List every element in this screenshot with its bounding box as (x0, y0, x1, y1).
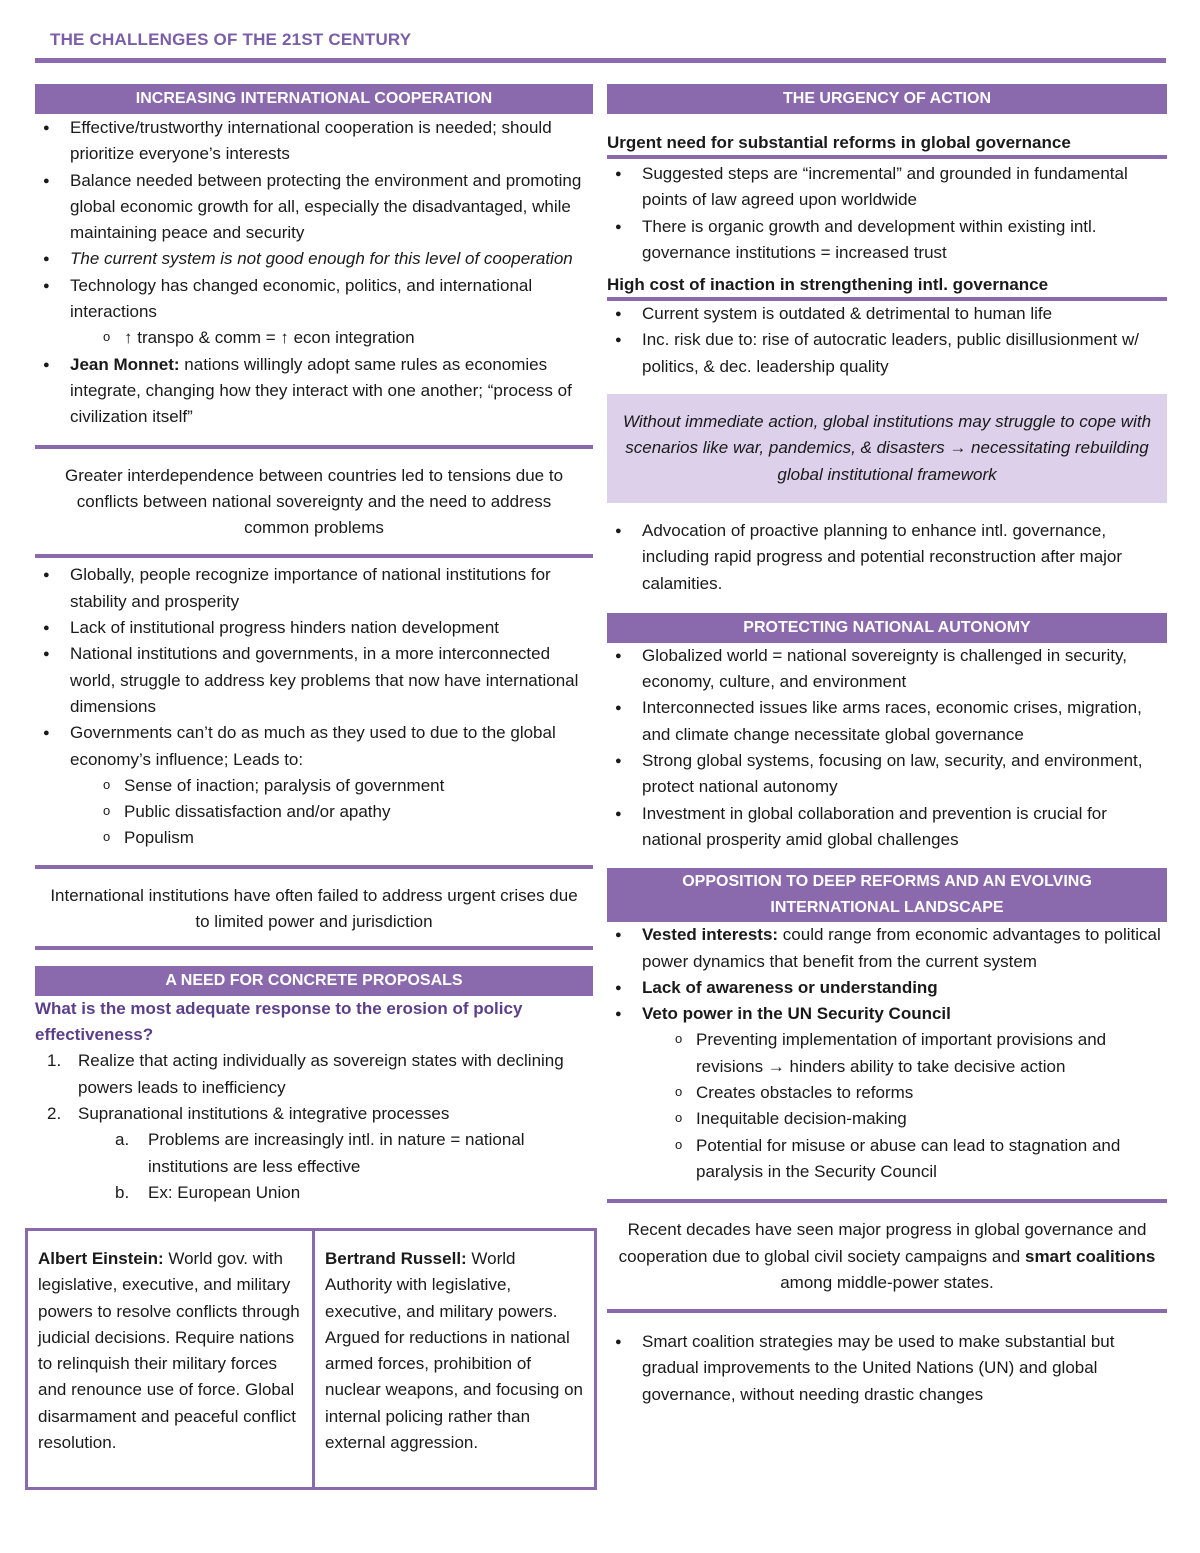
italic-text: The current system is not good enough for this level of cooperation (70, 249, 573, 269)
list-item-text: Technology has changed economic, politics, and international interactions (70, 275, 533, 322)
russell-text: World Authority with legislative, executive, and military powers. Argued for reductions in national armed forces, prohibition of nuclear weapons, and focusing on internal policing rather than external aggression. (325, 1249, 584, 1453)
numbered-item-text: Supranational institutions & integrative processes (78, 1103, 450, 1123)
lettered-list (78, 1127, 593, 1206)
einstein-name: Albert Einstein: (38, 1249, 164, 1268)
list-item: ● Balance needed between protecting the environment and promoting global economic growth for all, especially the disadvantaged, while maintaining peace and security (35, 168, 593, 247)
cooperation-list (35, 115, 593, 431)
lettered-item-text: Problems are increasingly intl. in nature = national institutions are less effective (148, 1130, 525, 1176)
list-item: ● National institutions and governments, in a more interconnected world, struggle to address key problems that now have international dimensions (35, 641, 593, 720)
sub-list-item: o ↑ transpo & comm = ↑ econ integration (35, 325, 593, 351)
list-item: ● Globally, people recognize importance of national institutions for stability and prosperity (35, 562, 593, 615)
list-item (35, 720, 593, 851)
item-letter: a. (115, 1130, 130, 1150)
list-item (35, 246, 593, 272)
inaction-list (607, 301, 1167, 380)
list-item: ● Investment in global collaboration and prevention is crucial for national prosperity amid global challenges (607, 801, 1167, 854)
autonomy-list (607, 643, 1167, 853)
sub-list-item: o Preventing implementation of important provisions and revisions → hinders ability to take decisive action (607, 1027, 1167, 1080)
list-item: ● Suggested steps are “incremental” and grounded in fundamental points of law agreed upon worldwide (607, 161, 1167, 214)
list-item-text: could range from economic advantages to political power dynamics that benefit from the current system (642, 925, 1161, 971)
sub-list-item: o Inequitable decision-making (607, 1106, 1167, 1132)
russell-name: Bertrand Russell: (325, 1249, 467, 1268)
subheading-cost-of-inaction: High cost of inaction in strengthening intl. governance (607, 275, 1049, 295)
list-item: ● Effective/trustworthy international cooperation is needed; should prioritize everyone’s interests (35, 115, 593, 168)
divider (35, 946, 593, 950)
callout-text: Recent decades have seen major progress in global governance and cooperation due to global civil society campaigns and (618, 1220, 1147, 1266)
sub-list-item: o Creates obstacles to reforms (607, 1080, 1167, 1106)
proactive-planning-list (607, 518, 1167, 597)
numbered-item (35, 1101, 593, 1206)
list-item: ● Interconnected issues like arms races, economic crises, migration, and climate change necessitate global governance (607, 695, 1167, 748)
lettered-item (35, 1180, 593, 1206)
list-item: ● Globalized world = national sovereignty is challenged in security, economy, culture, and environment (607, 643, 1167, 696)
list-item: ● Advocation of proactive planning to enhance intl. governance, including rapid progress and potential reconstruction after major calamities. (607, 518, 1167, 597)
item-number: 2. (47, 1103, 62, 1123)
numbered-item-text: Realize that acting individually as sovereign states with declining powers leads to inefficiency (78, 1051, 564, 1097)
opposition-list (607, 922, 1167, 1185)
divider (35, 554, 593, 558)
callout-interdependence: Greater interdependence between countries led to tensions due to conflicts between national sovereignty and the need to address common problems (64, 465, 564, 538)
section-banner-national-autonomy: PROTECTING NATIONAL AUTONOMY (607, 613, 1167, 643)
item-letter: b. (115, 1182, 130, 1202)
document-title: THE CHALLENGES OF THE 21ST CENTURY (50, 30, 412, 49)
sub-list (607, 1027, 1167, 1185)
left-column (35, 84, 593, 1206)
bold-term: Veto power in the UN Security Council (642, 1004, 951, 1024)
bold-term: smart coalitions (1024, 1246, 1156, 1266)
list-item (607, 922, 1167, 975)
list-item: ● Lack of institutional progress hinders nation development (35, 615, 593, 641)
list-item: ● Smart coalition strategies may be used to make substantial but gradual improvements to the United Nations (UN) and global governance, without needing drastic changes (607, 1329, 1167, 1408)
divider (607, 155, 1167, 159)
lettered-item-text: Ex: European Union (148, 1182, 301, 1202)
highlighted-quote: Without immediate action, global institutions may struggle to cope with scenarios like war, pandemics, & disasters → necessitating rebuilding global institutional framework (607, 394, 1167, 503)
list-item: ● Strong global systems, focusing on law, security, and environment, protect national autonomy (607, 748, 1167, 801)
proposal-list (35, 1048, 593, 1206)
sub-list-item: o Populism (70, 825, 593, 851)
item-number: 1. (47, 1051, 62, 1071)
callout-failed-institutions: International institutions have often failed to address urgent crises due to limited power and jurisdiction (50, 885, 578, 932)
list-item: ● Current system is outdated & detrimental to human life (607, 301, 1167, 327)
list-item (607, 975, 1167, 1001)
reforms-list (607, 161, 1167, 266)
bold-term: Lack of awareness or understanding (642, 977, 938, 997)
lettered-item (35, 1127, 593, 1180)
sub-list (70, 773, 593, 852)
list-item: ● There is organic growth and development within existing intl. governance institutions = increased trust (607, 214, 1167, 267)
sub-list-item: o Public dissatisfaction and/or apathy (70, 799, 593, 825)
title-rule (35, 58, 1166, 63)
list-item-text: nations willingly adopt same rules as economies integrate, changing how they interact with one another; “process of civilization itself” (70, 354, 572, 427)
list-item (35, 352, 593, 431)
section-banner-urgency: THE URGENCY OF ACTION (607, 84, 1167, 114)
sub-list-item: o Sense of inaction; paralysis of government (70, 773, 593, 799)
thinkers-comparison-box (25, 1228, 597, 1490)
right-column (607, 84, 1167, 1408)
russell-cell (315, 1231, 594, 1487)
sub-list-item: o Potential for misuse or abuse can lead to stagnation and paralysis in the Security Council (607, 1133, 1167, 1186)
divider (607, 1309, 1167, 1313)
callout-smart-coalitions (607, 1203, 1167, 1309)
list-item (607, 1001, 1167, 1185)
list-item: ● Inc. risk due to: rise of autocratic leaders, public disillusionment w/ politics, & dec. leadership quality (607, 327, 1167, 380)
list-item (35, 273, 593, 352)
section-banner-opposition: OPPOSITION TO DEEP REFORMS AND AN EVOLVING INTERNATIONAL LANDSCAPE (607, 868, 1167, 922)
bold-term: Jean Monnet: (70, 354, 180, 374)
numbered-item (35, 1048, 593, 1101)
national-institutions-list (35, 562, 593, 851)
bold-term: Vested interests: (642, 925, 779, 945)
section-banner-concrete-proposals: A NEED FOR CONCRETE PROPOSALS (35, 966, 593, 996)
section-banner-international-cooperation: INCREASING INTERNATIONAL COOPERATION (35, 84, 593, 114)
callout-text: among middle-power states. (780, 1272, 994, 1292)
section-question: What is the most adequate response to the erosion of policy effectiveness? (35, 999, 523, 1045)
einstein-text: World gov. with legislative, executive, and military powers to resolve conflicts through judicial decisions. Require nations to relinquish their military forces and renounce use of force. Global disarmament and peaceful conflict resolution. (38, 1249, 300, 1453)
smart-coalition-list (607, 1329, 1167, 1408)
einstein-cell (28, 1231, 315, 1487)
sub-list (35, 325, 593, 351)
subheading-urgent-reforms: Urgent need for substantial reforms in global governance (607, 133, 1071, 152)
list-item-text: Governments can’t do as much as they used to due to the global economy’s influence; Leads to: (70, 723, 556, 769)
